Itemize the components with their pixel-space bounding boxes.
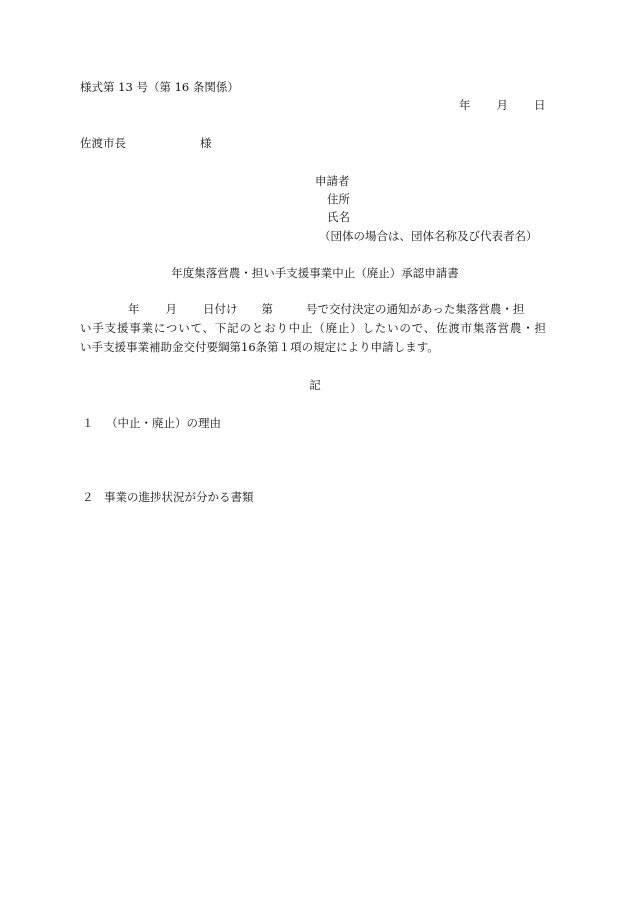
ki-heading: 記: [309, 378, 321, 392]
body-line-2: い手支援事業について、下記のとおり中止（廃止）したいので、佐渡市集落営農・担: [80, 321, 546, 335]
document-title: 年度集落営農・担い手支援事業中止（廃止）承認申請書: [171, 266, 459, 280]
applicant-name-note: （団体の場合は、団体名称及び代表者名）: [319, 229, 538, 243]
form-number-label: 様式第 13 号（第 16 条関係）: [80, 80, 239, 94]
date-line: [459, 100, 546, 112]
recipient-honorific: 様: [200, 136, 212, 150]
list-item: [82, 492, 254, 504]
applicant-name-label: 氏名: [327, 210, 350, 224]
item-number: ２: [82, 490, 94, 504]
body-day-label: 日付け: [203, 302, 238, 316]
date-year-label: 年: [459, 98, 471, 112]
date-month-label: 月: [496, 98, 508, 112]
body-line-1-tail: 号で交付決定の通知があった集落営農・担: [306, 302, 525, 316]
list-item: [82, 418, 221, 430]
recipient-name: 佐渡市長: [80, 136, 126, 150]
body-number-prefix: 第: [261, 302, 273, 316]
body-line-3: い手支援事業補助金交付要綱第16条第１項の規定により申請します。: [80, 340, 439, 354]
item-text: （中止・廃止）の理由: [106, 416, 221, 430]
body-month-label: 月: [165, 302, 177, 316]
item-text: 事業の進捗状況が分かる書類: [104, 490, 254, 504]
applicant-label: 申請者: [315, 174, 350, 188]
body-line-1: [80, 304, 546, 316]
body-year-label: 年: [128, 302, 140, 316]
recipient-line: [80, 138, 212, 150]
applicant-address-label: 住所: [327, 192, 350, 206]
item-number: １: [82, 416, 94, 430]
date-day-label: 日: [534, 98, 546, 112]
